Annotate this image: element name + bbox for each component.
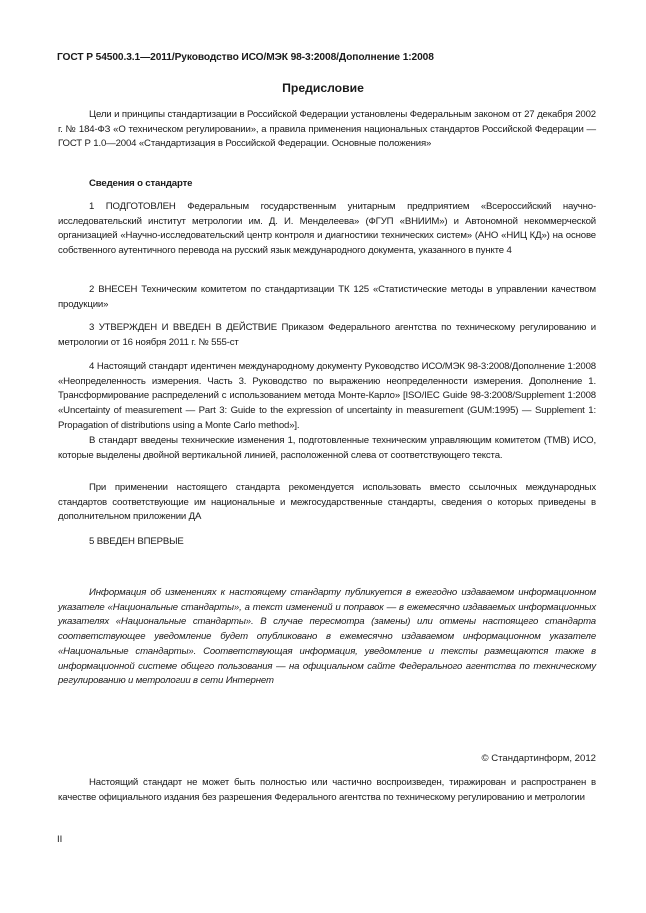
item-4-references-paragraph: При применении настоящего стандарта рекомендуется использовать вместо ссылочных международных стандартов соответствующие им национальные и межгосударственные стандарты, сведения о которых приведены в дополнительном приложении ДА bbox=[58, 482, 596, 523]
section-subtitle: Сведения о стандарте bbox=[89, 178, 193, 189]
item-3-paragraph: 3 УТВЕРЖДЕН И ВВЕДЕН В ДЕЙСТВИЕ Приказом Федерального агентства по техническому регулированию и метрологии от 16 ноября 2011 г. № 555-ст bbox=[58, 322, 596, 348]
reproduction-paragraph: Настоящий стандарт не может быть полностью или частично воспроизведен, тиражирован и распространен в качестве официального издания без разрешения Федерального агентства по техническому регулированию и метрологии bbox=[58, 777, 596, 803]
item-4-changes-paragraph: В стандарт введены технические изменения 1, подготовленные техническим управляющим комитетом (ТМВ) ИСО, которые выделены двойной вертикальной линией, расположенной слева от соответствующего текста. bbox=[58, 435, 596, 461]
item-2-paragraph: 2 ВНЕСЕН Техническим комитетом по стандартизации ТК 125 «Статистические методы в управлении качеством продукции» bbox=[58, 284, 596, 310]
item-1-paragraph: 1 ПОДГОТОВЛЕН Федеральным государственным унитарным предприятием «Всероссийский научно-исследовательский институт метрологии им. Д. И. Менделеева» (ФГУП «ВНИИМ») и Автономной некоммерческой организацией «Научно-исследовательский центр контроля и диагностики технических систем» (АНО «НИЦ КД») на основе собственного аутентичного перевода на русский язык международного документа, указанного в пункте 4 bbox=[58, 201, 596, 257]
copyright-text: © Стандартинформ, 2012 bbox=[481, 753, 596, 764]
page-number: II bbox=[57, 834, 63, 845]
intro-paragraph: Цели и принципы стандартизации в Российской Федерации установлены Федеральным законом от 27 декабря 2002 г. № 184-ФЗ «О техническом регулировании», а правила применения национальных стандартов Российской Федерации — ГОСТ Р 1.0—2004 «Стандартизация в Российской Федерации. Основные положения» bbox=[58, 109, 596, 150]
item-5-paragraph: 5 ВВЕДЕН ВПЕРВЫЕ bbox=[89, 536, 184, 547]
item-4-paragraph: 4 Настоящий стандарт идентичен международному документу Руководство ИСО/МЭК 98-3:2008/Дополнение 1:2008 «Неопределенность измерения. Часть 3. Руководство по выражению неопределенности измерения. Дополнение 1. Трансформирование распределений с использованием метода Монте-Карло» [ISO/IEC Guide 98-3:2008/Supplement 1:2008 «Uncertainty of measurement — Part 3: Guide to the expression of uncertainty in measurement (GUM:1995) — Supplement 1: Propagation of distributions using a Monte Carlo method»]. bbox=[58, 361, 596, 431]
page-title: Предисловие bbox=[282, 81, 364, 95]
document-header: ГОСТ Р 54500.3.1—2011/Руководство ИСО/МЭК 98-3:2008/Дополнение 1:2008 bbox=[57, 52, 434, 63]
info-paragraph: Информация об изменениях к настоящему стандарту публикуется в ежегодно издаваемом информационном указателе «Национальные стандарты», а текст изменений и поправок — в ежемесячно издаваемых информационных указателях «Национальные стандарты». В случае пересмотра (замены) или отмены настоящего стандарта соответствующее уведомление будет опубликовано в ежемесячно издаваемом информационном указателе «Национальные стандарты». Соответствующая информация, уведомление и тексты размещаются также в информационной системе общего пользования — на официальном сайте Федерального агентства по техническому регулированию и метрологии в сети Интернет bbox=[58, 587, 596, 687]
